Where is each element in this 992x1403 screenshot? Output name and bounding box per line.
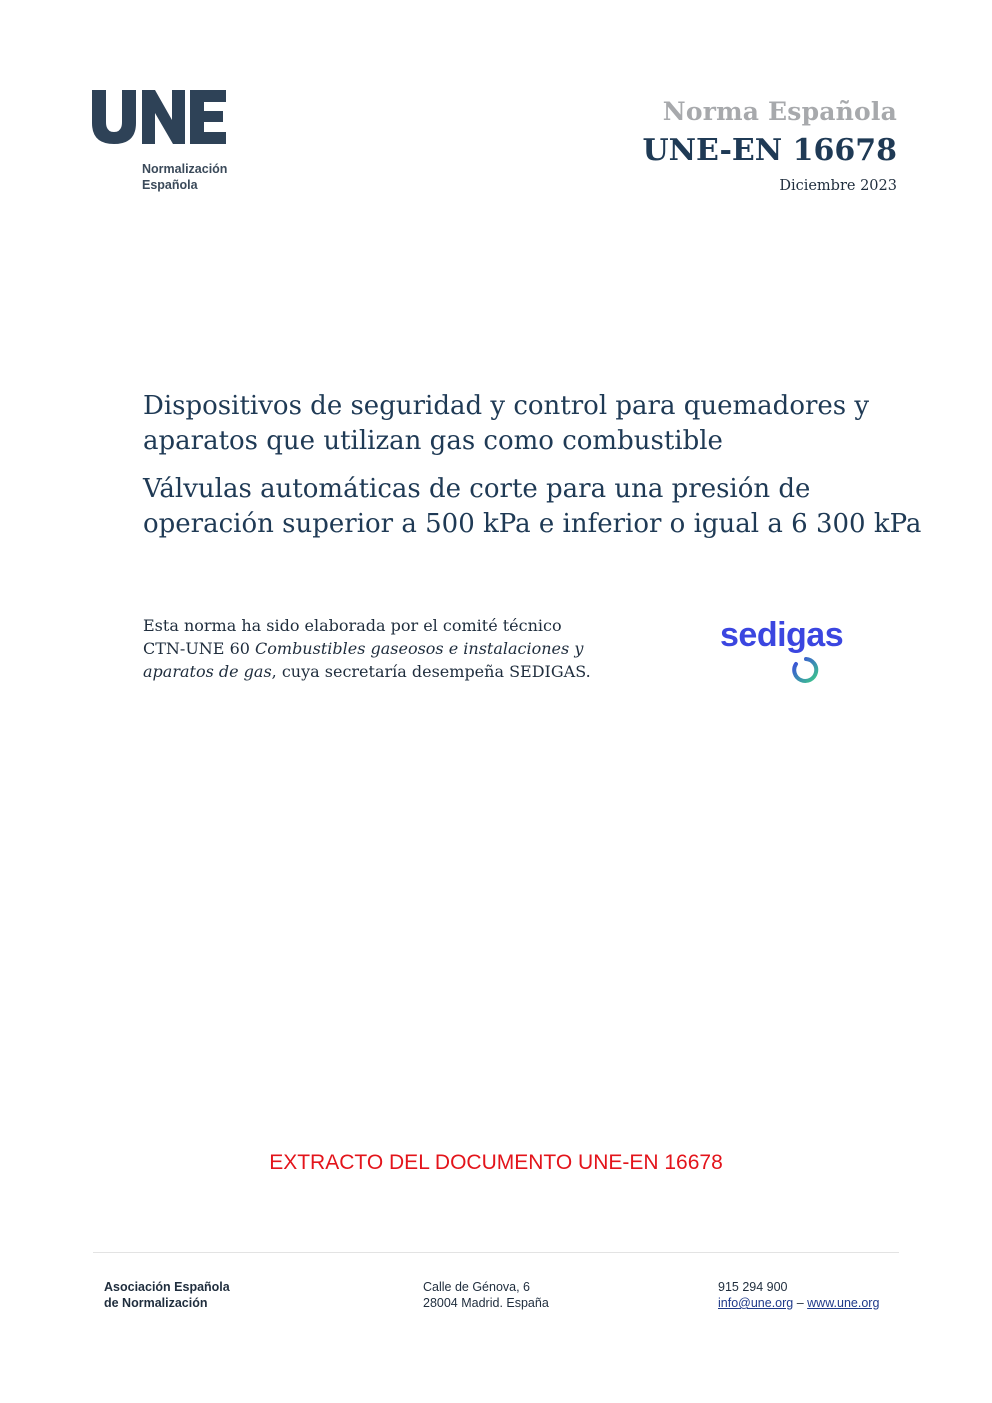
committee-name-part2: aparatos de gas: [143, 662, 272, 681]
footer-divider: [93, 1252, 899, 1253]
committee-name-part1: Combustibles gaseosos e instalaciones y: [255, 639, 584, 658]
standard-label: Norma Española: [662, 97, 897, 126]
website-link[interactable]: www.une.org: [807, 1296, 880, 1310]
footer-address: [423, 1279, 549, 1311]
footer-address-line-1: Calle de Génova, 6: [423, 1280, 531, 1294]
footer-links-row: [718, 1295, 879, 1311]
standard-code: UNE-EN 16678: [642, 133, 897, 168]
footer-contact: [718, 1279, 879, 1311]
footer-phone: 915 294 900: [718, 1280, 788, 1294]
title-line-1: Dispositivos de seguridad y control para quemadores y: [143, 391, 870, 421]
footer-org-line-1: Asociación Española: [104, 1280, 230, 1294]
sedigas-ring-icon: [792, 656, 820, 684]
committee-code: CTN-UNE 60: [143, 639, 256, 658]
title-line-4: operación superior a 500 kPa e inferior o igual a 6 300 kPa: [143, 509, 922, 539]
title-line-3: Válvulas automáticas de corte para una presión de: [143, 474, 811, 504]
une-logo: [92, 88, 242, 198]
logo-subtitle-line1: Normalización: [142, 162, 228, 176]
committee-line-2: [143, 637, 623, 660]
footer-organization: [104, 1279, 230, 1311]
title-line-2: aparatos que utilizan gas como combustible: [143, 426, 723, 456]
committee-line-1: Esta norma ha sido elaborada por el comité técnico: [143, 616, 562, 635]
logo-subtitle-line2: Española: [142, 178, 198, 192]
publication-date: Diciembre 2023: [779, 178, 897, 194]
committee-line-3: [143, 660, 623, 683]
footer-address-line-2: 28004 Madrid. España: [423, 1296, 549, 1310]
une-wordmark-icon: [92, 88, 232, 148]
sedigas-wordmark: sedigas: [720, 616, 844, 654]
footer-org-line-2: de Normalización: [104, 1296, 208, 1310]
sedigas-logo: [718, 616, 868, 686]
committee-secretariat: , cuya secretaría desempeña SEDIGAS.: [271, 662, 591, 681]
extract-notice: EXTRACTO DEL DOCUMENTO UNE-EN 16678: [269, 1151, 723, 1174]
committee-statement: [143, 614, 623, 683]
email-link[interactable]: info@une.org: [718, 1296, 794, 1310]
footer-link-separator: –: [793, 1296, 808, 1310]
